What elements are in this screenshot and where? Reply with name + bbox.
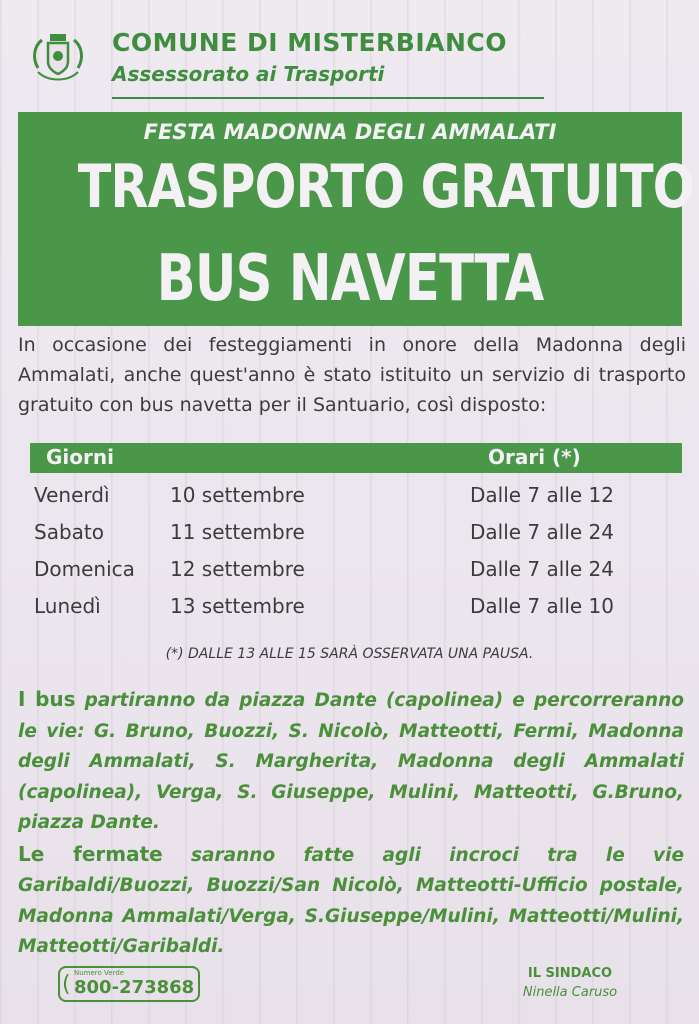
schedule-day: Domenica xyxy=(34,557,135,581)
mayor-title: IL SINDACO xyxy=(527,966,613,981)
header-divider xyxy=(112,97,544,99)
route-lead: I bus xyxy=(18,687,76,711)
stops-text: saranno fatte agli incroci tra le vie Garibaldi/Buozzi, Buozzi/San Nicolò, Matteotti-Ufficio postale, Madonna Ammalati/Verga, S.Giuseppe/Mulini, Matteotti/Mulini, Matteotti/Garibaldi. xyxy=(18,844,684,957)
stops-lead: Le fermate xyxy=(18,841,163,866)
toll-free-label: Numero Verde xyxy=(74,969,125,977)
headline-free-transport: TRASPORTO GRATUITO xyxy=(77,152,694,222)
schedule-date: 13 settembre xyxy=(170,594,305,618)
schedule-table-header xyxy=(30,443,682,473)
schedule-hours: Dalle 7 alle 10 xyxy=(470,594,614,618)
schedule-hours: Dalle 7 alle 24 xyxy=(470,557,614,581)
schedule-day: Sabato xyxy=(34,520,104,544)
mayor-name: Ninella Caruso xyxy=(522,985,618,1000)
toll-free-number-box xyxy=(58,966,200,1002)
column-header-hours: Orari (*) xyxy=(488,445,581,469)
headline-shuttle-bus: BUS NAVETTA xyxy=(156,242,544,316)
headline-banner xyxy=(18,112,694,326)
schedule-date: 10 settembre xyxy=(170,483,305,507)
schedule-row xyxy=(0,520,699,556)
schedule-day: Venerdì xyxy=(34,483,110,507)
signature-block xyxy=(510,966,630,1000)
intro-paragraph: In occasione dei festeggiamenti in onore della Madonna degli Ammalati, anche quest'anno è stato istituito un servizio di trasporto gratuito con bus navetta per il Santuario, così disposto: xyxy=(18,334,686,416)
schedule-row xyxy=(0,557,699,593)
event-name: FESTA MADONNA DEGLI AMMALATI xyxy=(143,120,557,144)
schedule-footnote: (*) DALLE 13 ALLE 15 SARÀ OSSERVATA UNA PAUSA. xyxy=(165,646,534,662)
route-text: partiranno da piazza Dante (capolinea) e percorreranno le vie: G. Bruno, Buozzi, S. Nicolò, Matteotti, Fermi, Madonna degli Ammalati, S. Margherita, Madonna degli Ammalati (capolinea), Verga, S. Giuseppe, Mulini, Matteotti, G.Bruno, piazza Dante. xyxy=(18,690,684,833)
department-subtitle: Assessorato ai Trasporti xyxy=(112,62,385,86)
coat-of-arms-icon xyxy=(28,28,88,88)
schedule-row xyxy=(0,483,699,519)
schedule-hours: Dalle 7 alle 24 xyxy=(470,520,614,544)
phone-handset-icon: ( xyxy=(62,972,71,997)
schedule-day: Lunedì xyxy=(34,594,101,618)
schedule-hours: Dalle 7 alle 12 xyxy=(470,483,614,507)
municipality-title: COMUNE DI MISTERBIANCO xyxy=(112,28,508,57)
schedule-row xyxy=(0,594,699,630)
route-description xyxy=(18,684,684,963)
toll-free-number: 800-273868 xyxy=(74,977,195,998)
schedule-date: 12 settembre xyxy=(170,557,305,581)
schedule-date: 11 settembre xyxy=(170,520,305,544)
column-header-days: Giorni xyxy=(46,445,114,469)
